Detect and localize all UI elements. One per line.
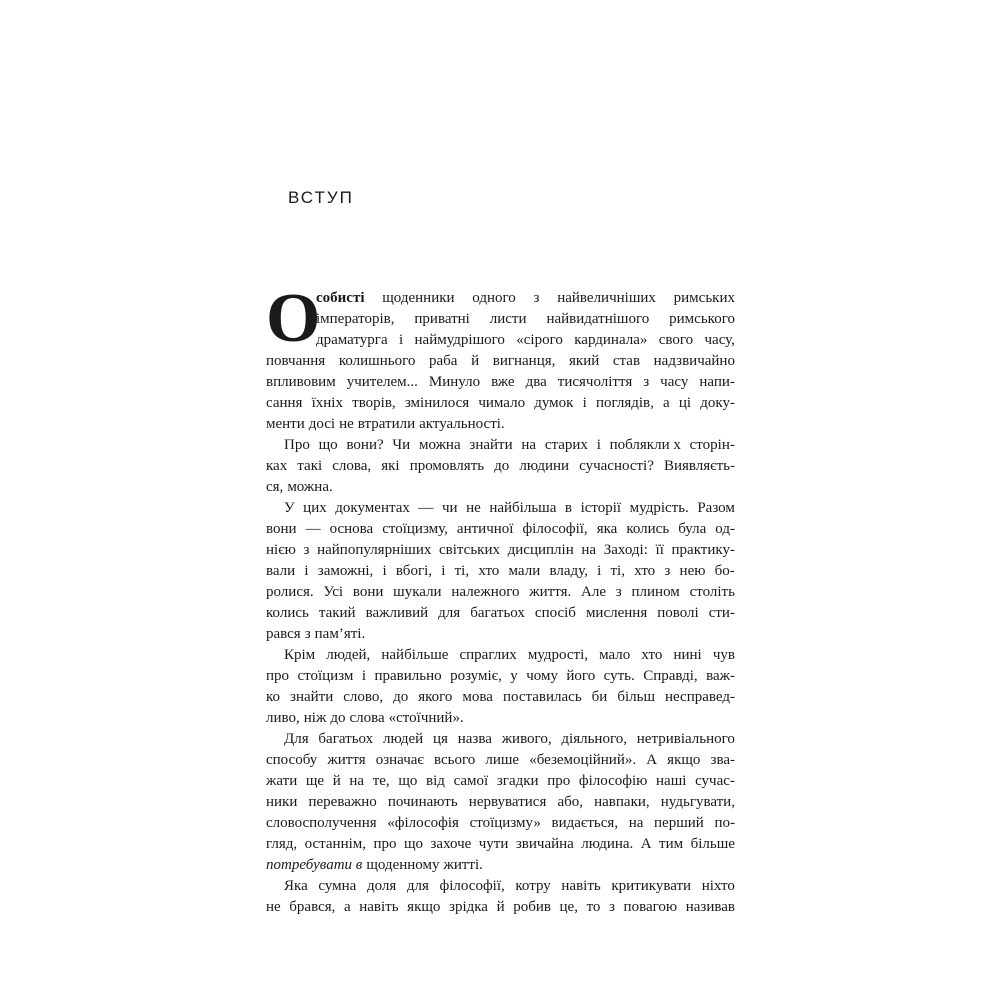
word: впливовим: [266, 374, 336, 390]
word: Справді,: [643, 668, 698, 684]
word: чув: [712, 647, 735, 663]
word: слово,: [343, 689, 384, 705]
text-line: [266, 456, 735, 477]
word: про: [547, 773, 571, 789]
word: найпопулярніших: [317, 542, 432, 558]
word: а: [663, 395, 670, 411]
word: а: [343, 899, 351, 915]
word: Для: [284, 731, 309, 747]
word: це,: [559, 899, 578, 915]
word: колишнього: [338, 353, 416, 369]
word: життя.: [529, 584, 572, 600]
word: втратили: [357, 416, 416, 432]
word: по-: [714, 815, 735, 831]
word: слова: [349, 710, 385, 726]
word: ках: [266, 458, 288, 474]
word: колись: [266, 605, 309, 621]
text-line: [316, 309, 735, 330]
word: промовлять: [409, 458, 485, 474]
word: житті.: [443, 857, 483, 873]
text-line: [266, 897, 735, 918]
word: спосіб: [534, 605, 576, 621]
word: стоїцизм: [297, 668, 354, 684]
word: ще: [305, 773, 325, 789]
word: римського: [669, 311, 735, 327]
word: вбогі,: [395, 563, 433, 579]
word: надзвичайно: [653, 353, 735, 369]
word: несправед-: [664, 689, 735, 705]
word: можна: [418, 437, 461, 453]
word: найбільше: [381, 647, 449, 663]
word: А: [646, 752, 658, 768]
word: Разом: [697, 500, 735, 516]
word: їхніх: [311, 395, 343, 411]
word: актуальності.: [419, 416, 505, 432]
word: можна.: [287, 479, 333, 495]
word: з: [304, 626, 311, 642]
word: багатьох: [470, 605, 525, 621]
word: у: [510, 668, 518, 684]
word: учителем...: [346, 374, 418, 390]
word: У: [284, 500, 295, 516]
word: які: [381, 458, 400, 474]
word: творів,: [352, 395, 396, 411]
word: її: [655, 542, 664, 558]
word: доку-: [700, 395, 735, 411]
word: «беземоційний».: [529, 752, 637, 768]
word: приватні: [414, 311, 470, 327]
text-line: [284, 645, 735, 666]
word: людина.: [581, 836, 634, 852]
word: самої: [453, 773, 489, 789]
text-line: [266, 855, 735, 876]
word: ніхто: [701, 878, 735, 894]
word: став: [612, 353, 641, 369]
text-line: [266, 624, 735, 645]
word: ці: [678, 395, 692, 411]
word: означає: [375, 752, 424, 768]
word: колись: [626, 521, 670, 537]
word: одного: [472, 290, 516, 306]
word: навіть: [359, 899, 399, 915]
word: Яка: [284, 878, 308, 894]
word: вони?: [346, 437, 384, 453]
word: критикувати: [611, 878, 692, 894]
word: поглядів,: [595, 395, 654, 411]
text-line: [266, 372, 735, 393]
text-line: [266, 519, 735, 540]
word: захоче: [430, 836, 472, 852]
word: Минуло: [428, 374, 481, 390]
word: стоїцизму,: [382, 521, 448, 537]
word: нею: [679, 563, 706, 579]
word: і: [304, 563, 309, 579]
word: сумна: [318, 878, 357, 894]
word: живого,: [501, 731, 552, 747]
text-line: [266, 708, 735, 729]
text-line: [266, 414, 735, 435]
word: досі: [308, 416, 336, 432]
word: життя: [327, 752, 366, 768]
text-line: [266, 813, 735, 834]
word: словосполучення: [266, 815, 377, 831]
word: була: [678, 521, 707, 537]
text-line: [284, 435, 735, 456]
word: людей: [382, 731, 424, 747]
word: хто: [478, 563, 500, 579]
word: способу: [266, 752, 318, 768]
word: нині: [673, 647, 702, 663]
word: на: [521, 437, 537, 453]
word: для: [438, 605, 461, 621]
word: і: [382, 563, 387, 579]
word: такі: [297, 458, 323, 474]
word: важ-: [706, 668, 735, 684]
word: багатьох: [318, 731, 374, 747]
word: знайти: [290, 689, 334, 705]
word: й: [332, 773, 341, 789]
word: з: [664, 563, 671, 579]
text-line: [266, 834, 735, 855]
word: історії: [580, 500, 622, 516]
word: нервуватися: [468, 794, 547, 810]
word: якщо: [407, 899, 441, 915]
word: навіть: [561, 878, 601, 894]
word: називав: [685, 899, 735, 915]
word: імператорів,: [316, 311, 395, 327]
word: з: [615, 584, 622, 600]
word: робив: [513, 899, 551, 915]
word: останнім,: [304, 836, 367, 852]
word: ті,: [610, 563, 625, 579]
word: звичайна: [515, 836, 574, 852]
word: собисті: [316, 290, 365, 306]
word: напи-: [699, 374, 735, 390]
text-line: [266, 540, 735, 561]
word: людини: [519, 458, 570, 474]
word: вони: [352, 584, 384, 600]
chapter-heading: ВСТУП: [288, 188, 354, 207]
word: дисциплін: [507, 542, 574, 558]
word: філософії,: [522, 521, 588, 537]
word: хто: [634, 563, 656, 579]
text-line: [316, 330, 735, 351]
word: ролися.: [266, 584, 314, 600]
word: мали: [508, 563, 541, 579]
word: не: [266, 899, 281, 915]
word: в: [564, 500, 573, 516]
word: і: [441, 563, 446, 579]
word: якщо: [667, 752, 701, 768]
word: листи: [489, 311, 527, 327]
text-line: [284, 498, 735, 519]
word: вигнанця,: [492, 353, 556, 369]
word: Але: [581, 584, 607, 600]
word: би: [591, 689, 608, 705]
word: раба: [429, 353, 458, 369]
word: з: [533, 290, 540, 306]
word: такий: [318, 605, 356, 621]
word: змінилося: [404, 395, 470, 411]
word: спраглих: [459, 647, 517, 663]
word: мислення: [585, 605, 648, 621]
word: століть: [689, 584, 735, 600]
word: котру: [515, 878, 551, 894]
word: нією: [266, 542, 296, 558]
word: перший: [654, 815, 704, 831]
word: до: [330, 710, 346, 726]
word: на: [628, 815, 644, 831]
word: що: [403, 836, 424, 852]
word: гляд,: [266, 836, 298, 852]
word: згадки: [496, 773, 539, 789]
word: сучас-: [695, 773, 735, 789]
text-line: [266, 561, 735, 582]
word: доля: [366, 878, 397, 894]
word: основа: [329, 521, 374, 537]
text-line: [266, 477, 735, 498]
word: жати: [266, 773, 298, 789]
word: найвидатнішого: [546, 311, 650, 327]
word: практику-: [671, 542, 735, 558]
word: зва-: [710, 752, 735, 768]
word: на: [581, 542, 597, 558]
text-line: [316, 288, 735, 309]
word: суть.: [603, 668, 635, 684]
word: стоїцизму»: [469, 815, 541, 831]
word: назва: [457, 731, 492, 747]
word: од-: [715, 521, 735, 537]
word: вони: [266, 521, 297, 537]
word: сти-: [708, 605, 735, 621]
text-line: [266, 393, 735, 414]
word: найвеличніших: [557, 290, 656, 306]
word: не: [466, 500, 481, 516]
word: навпаки,: [594, 794, 650, 810]
word: чути: [478, 836, 509, 852]
word: нудьгувати,: [660, 794, 735, 810]
word: правильно: [374, 668, 442, 684]
word: з: [643, 374, 650, 390]
word: з: [609, 899, 615, 915]
word: чимало: [478, 395, 526, 411]
word: бо-: [714, 563, 735, 579]
text-line: [266, 666, 735, 687]
word: щоденники: [382, 290, 455, 306]
word: мудрість.: [629, 500, 689, 516]
word: часу: [660, 374, 689, 390]
word: Усі: [323, 584, 344, 600]
word: всього: [433, 752, 476, 768]
word: Чи: [392, 437, 411, 453]
word: розуміє,: [450, 668, 502, 684]
word: з: [303, 542, 310, 558]
word: античної: [456, 521, 514, 537]
word: римських: [673, 290, 735, 306]
word: рався: [266, 626, 301, 642]
word: менти: [266, 416, 305, 432]
word: те,: [372, 773, 390, 789]
word: що: [318, 437, 338, 453]
word: мало: [599, 647, 631, 663]
word: щоденному: [366, 857, 440, 873]
word: ники: [266, 794, 298, 810]
word: знайти: [469, 437, 513, 453]
word: «сірого: [516, 332, 563, 348]
word: ко: [266, 689, 281, 705]
word: або,: [557, 794, 584, 810]
word: і: [361, 668, 367, 684]
word: наші: [656, 773, 687, 789]
word: чому: [526, 668, 558, 684]
word: «філософія: [387, 815, 459, 831]
word: «стоїчний».: [388, 710, 464, 726]
word: драматурга: [316, 332, 388, 348]
word: то: [586, 899, 601, 915]
word: діяльного,: [561, 731, 627, 747]
word: видається,: [551, 815, 619, 831]
word: філософію: [578, 773, 648, 789]
word: його: [566, 668, 596, 684]
word: до: [494, 458, 510, 474]
word: яка: [596, 521, 618, 537]
word: сторін-: [689, 437, 735, 453]
word: нетривіального: [636, 731, 735, 747]
word: поблякли х: [609, 437, 681, 453]
word: сучасності?: [579, 458, 654, 474]
word: для: [406, 878, 429, 894]
word: не: [339, 416, 354, 432]
word: найбільша: [489, 500, 557, 516]
word: старих: [544, 437, 588, 453]
word: світських: [439, 542, 500, 558]
word: якого: [418, 689, 453, 705]
word: тим: [659, 836, 684, 852]
text-line: [266, 603, 735, 624]
word: філософії,: [439, 878, 505, 894]
word: повчання: [266, 353, 326, 369]
word: плином: [631, 584, 680, 600]
word: про: [266, 668, 290, 684]
word: Виявляєть-: [663, 458, 735, 474]
word: починають: [387, 794, 458, 810]
word: кардинала»: [574, 332, 648, 348]
word: лише: [485, 752, 520, 768]
word: поставилась: [502, 689, 582, 705]
word: хто: [641, 647, 663, 663]
word: —: [418, 500, 434, 516]
word: й: [471, 353, 480, 369]
word: —: [305, 521, 321, 537]
word: Заході:: [603, 542, 648, 558]
text-line: [266, 687, 735, 708]
word: ніж: [303, 710, 327, 726]
word: людей,: [326, 647, 371, 663]
word: ся,: [266, 479, 284, 495]
text-line: [266, 351, 735, 372]
body-text: [266, 280, 735, 918]
word: сання: [266, 395, 303, 411]
word: чи: [441, 500, 458, 516]
word: переважно: [308, 794, 377, 810]
word: документах: [335, 500, 410, 516]
word: ті,: [454, 563, 470, 579]
word: поволі: [657, 605, 699, 621]
word: мова: [462, 689, 493, 705]
word: Про: [284, 437, 310, 453]
text-line: [266, 792, 735, 813]
word: ливо,: [266, 710, 300, 726]
text-line: [284, 876, 735, 897]
word: що: [398, 773, 418, 789]
word: і: [597, 563, 602, 579]
word: ця: [433, 731, 448, 747]
word: повагою: [623, 899, 678, 915]
word: пам’яті.: [314, 626, 366, 642]
word: заможні,: [317, 563, 374, 579]
word: А: [640, 836, 652, 852]
word: мудрості,: [527, 647, 589, 663]
word: вали: [266, 563, 296, 579]
word: і: [398, 332, 404, 348]
word: слова,: [332, 458, 372, 474]
word: від: [426, 773, 445, 789]
word: вже: [491, 374, 515, 390]
word: важливий: [365, 605, 429, 621]
word: належного: [451, 584, 520, 600]
word: владу,: [549, 563, 588, 579]
word: два: [525, 374, 547, 390]
word: свого: [658, 332, 694, 348]
word: про: [373, 836, 397, 852]
word: і: [596, 437, 601, 453]
word: й: [496, 899, 505, 915]
word: до: [393, 689, 409, 705]
word: Крім: [284, 647, 316, 663]
word: зрідка: [449, 899, 488, 915]
word: часу,: [704, 332, 735, 348]
text-line: [284, 729, 735, 750]
word: думок: [534, 395, 574, 411]
word: брався,: [289, 899, 336, 915]
word: більш: [617, 689, 655, 705]
word: більше: [690, 836, 735, 852]
word: потребувати в: [266, 857, 363, 873]
drop-cap: О: [266, 280, 321, 357]
word: і: [582, 395, 587, 411]
word: цих: [303, 500, 327, 516]
text-line: [266, 750, 735, 771]
word: наймудрішого: [414, 332, 505, 348]
text-line: [266, 771, 735, 792]
text-line: [266, 582, 735, 603]
word: на: [349, 773, 365, 789]
word: який: [569, 353, 600, 369]
word: тисячоліття: [557, 374, 633, 390]
word: шукали: [393, 584, 442, 600]
